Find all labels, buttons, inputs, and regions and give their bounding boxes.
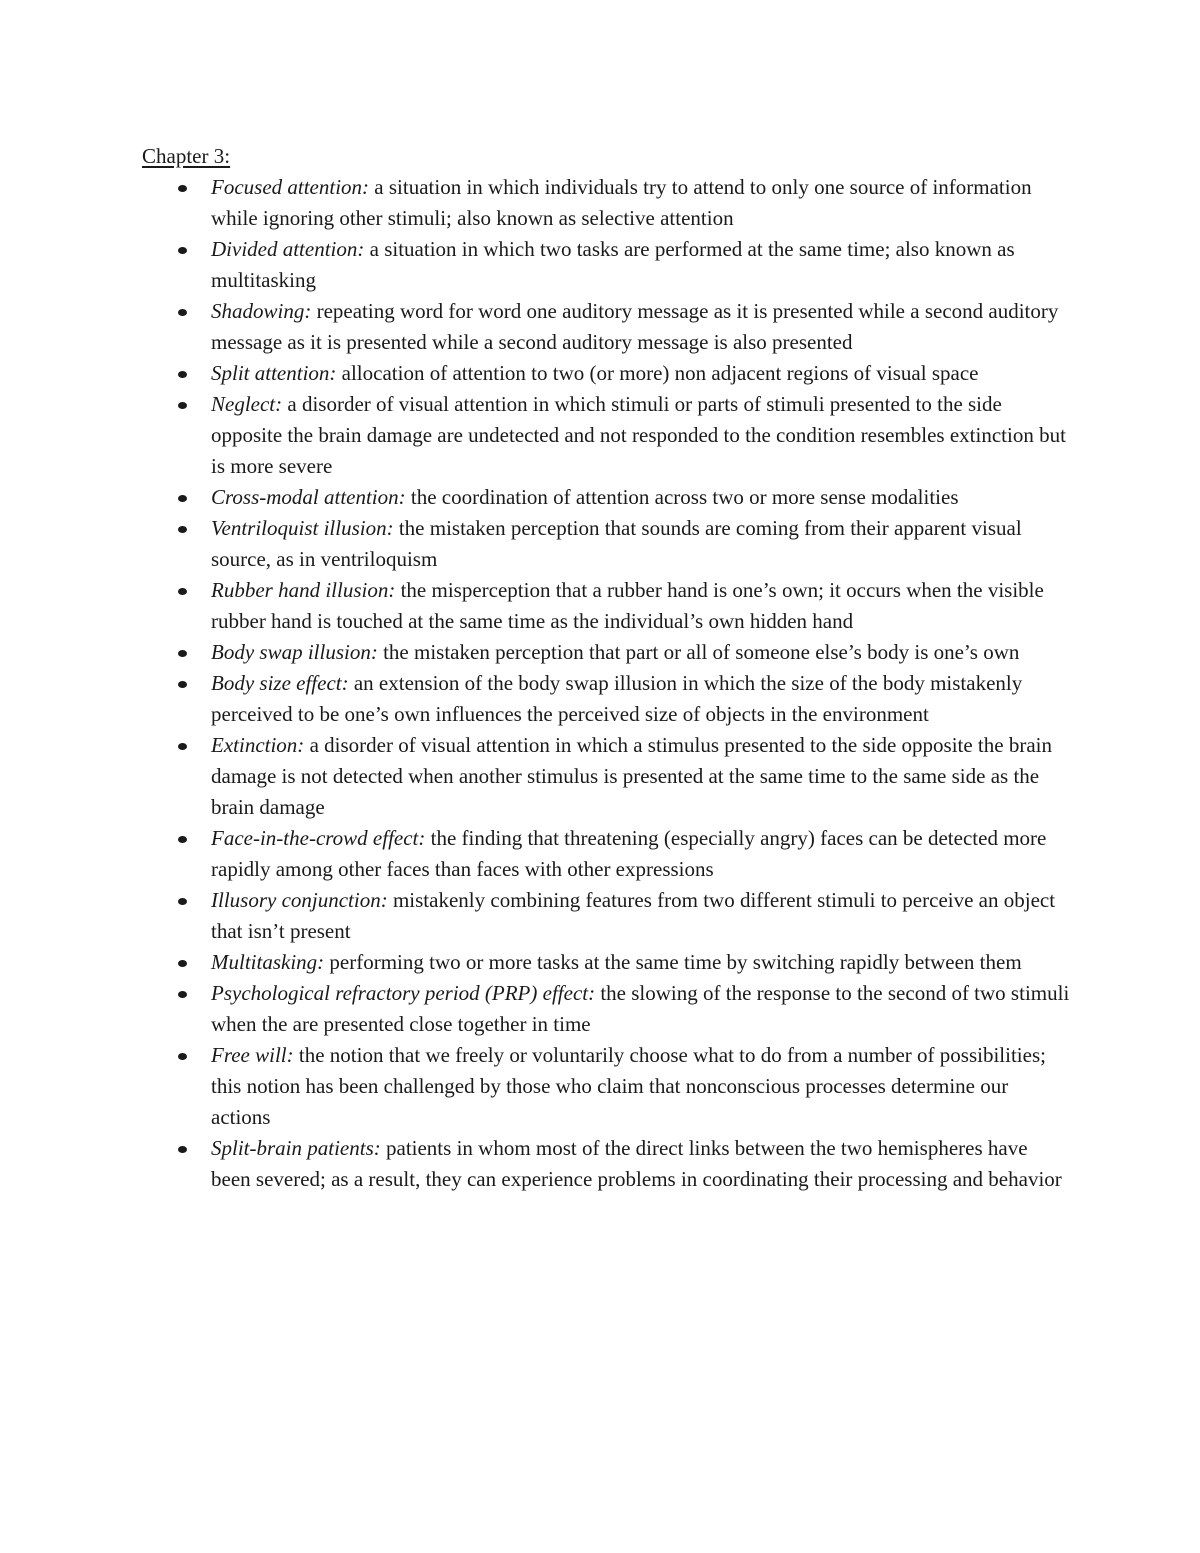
bullet-icon	[178, 247, 187, 254]
chapter-heading: Chapter 3:	[142, 144, 231, 168]
glossary-term: Focused attention:	[211, 175, 370, 199]
glossary-term: Body size effect:	[211, 671, 349, 695]
glossary-term: Face-in-the-crowd effect:	[211, 826, 426, 850]
glossary-term: Psychological refractory period (PRP) effect:	[211, 981, 596, 1005]
glossary-term: Split attention:	[211, 361, 337, 385]
document-page	[142, 141, 1072, 1195]
glossary-item	[142, 234, 1072, 296]
glossary-item	[142, 885, 1072, 947]
glossary-item	[142, 482, 1072, 513]
glossary-term: Multitasking:	[211, 950, 325, 974]
glossary-list	[142, 172, 1072, 1195]
glossary-definition: the slowing of the response to the second of two stimuli when the are presented close together in time	[211, 981, 1070, 1036]
glossary-definition: the coordination of attention across two or more sense modalities	[405, 485, 959, 509]
bullet-icon	[178, 402, 187, 409]
glossary-term: Extinction:	[211, 733, 305, 757]
glossary-item	[142, 978, 1072, 1040]
glossary-definition: the misperception that a rubber hand is one’s own; it occurs when the visible rubber hand is touched at the same time as the individual’s own hidden hand	[211, 578, 1044, 633]
bullet-icon	[178, 185, 187, 192]
bullet-icon	[178, 1146, 187, 1153]
glossary-term: Body swap illusion:	[211, 640, 378, 664]
bullet-icon	[178, 960, 187, 967]
glossary-definition: a disorder of visual attention in which stimuli or parts of stimuli presented to the side opposite the brain damage are undetected and not responded to the condition resembles extinction but is more severe	[211, 392, 1066, 478]
bullet-icon	[178, 526, 187, 533]
glossary-definition: allocation of attention to two (or more) non adjacent regions of visual space	[336, 361, 979, 385]
glossary-definition: an extension of the body swap illusion in which the size of the body mistakenly perceived to be one’s own influences the perceived size of objects in the environment	[211, 671, 1023, 726]
glossary-item	[142, 575, 1072, 637]
glossary-definition: performing two or more tasks at the same time by switching rapidly between them	[324, 950, 1022, 974]
glossary-item	[142, 296, 1072, 358]
glossary-item	[142, 668, 1072, 730]
glossary-item	[142, 637, 1072, 668]
glossary-item	[142, 1040, 1072, 1133]
glossary-definition: the mistaken perception that part or all of someone else’s body is one’s own	[377, 640, 1020, 664]
glossary-definition: mistakenly combining features from two different stimuli to perceive an object that isn’t present	[211, 888, 1056, 943]
glossary-item	[142, 513, 1072, 575]
bullet-icon	[178, 991, 187, 998]
glossary-item	[142, 1133, 1072, 1195]
glossary-item	[142, 358, 1072, 389]
bullet-icon	[178, 371, 187, 378]
glossary-item	[142, 172, 1072, 234]
glossary-term: Split-brain patients:	[211, 1136, 381, 1160]
glossary-term: Illusory conjunction:	[211, 888, 388, 912]
glossary-term: Divided attention:	[211, 237, 365, 261]
glossary-term: Shadowing:	[211, 299, 312, 323]
glossary-definition: a disorder of visual attention in which a stimulus presented to the side opposite the brain damage is not detected when another stimulus is presented at the same time to the same side as the brain damage	[211, 733, 1052, 819]
glossary-term: Free will:	[211, 1043, 294, 1067]
glossary-item	[142, 730, 1072, 823]
bullet-icon	[178, 836, 187, 843]
glossary-definition: the finding that threatening (especially angry) faces can be detected more rapidly among other faces than faces with other expressions	[211, 826, 1047, 881]
glossary-item	[142, 389, 1072, 482]
bullet-icon	[178, 309, 187, 316]
glossary-definition: the notion that we freely or voluntarily choose what to do from a number of possibilities; this notion has been challenged by those who claim that nonconscious processes determine our actions	[211, 1043, 1046, 1129]
glossary-definition: the mistaken perception that sounds are coming from their apparent visual source, as in ventriloquism	[211, 516, 1022, 571]
glossary-term: Cross-modal attention:	[211, 485, 406, 509]
bullet-icon	[178, 650, 187, 657]
bullet-icon	[178, 681, 187, 688]
glossary-definition: patients in whom most of the direct links between the two hemispheres have been severed; as a result, they can experience problems in coordinating their processing and behavior	[211, 1136, 1062, 1191]
bullet-icon	[178, 495, 187, 502]
bullet-icon	[178, 898, 187, 905]
bullet-icon	[178, 588, 187, 595]
glossary-definition: a situation in which two tasks are performed at the same time; also known as multitasking	[211, 237, 1015, 292]
glossary-definition: a situation in which individuals try to attend to only one source of information while ignoring other stimuli; also known as selective attention	[211, 175, 1032, 230]
bullet-icon	[178, 1053, 187, 1060]
glossary-term: Neglect:	[211, 392, 283, 416]
glossary-term: Rubber hand illusion:	[211, 578, 396, 602]
glossary-definition: repeating word for word one auditory message as it is presented while a second auditory message as it is presented while a second auditory message is also presented	[211, 299, 1059, 354]
glossary-item	[142, 947, 1072, 978]
glossary-term: Ventriloquist illusion:	[211, 516, 394, 540]
glossary-item	[142, 823, 1072, 885]
bullet-icon	[178, 743, 187, 750]
